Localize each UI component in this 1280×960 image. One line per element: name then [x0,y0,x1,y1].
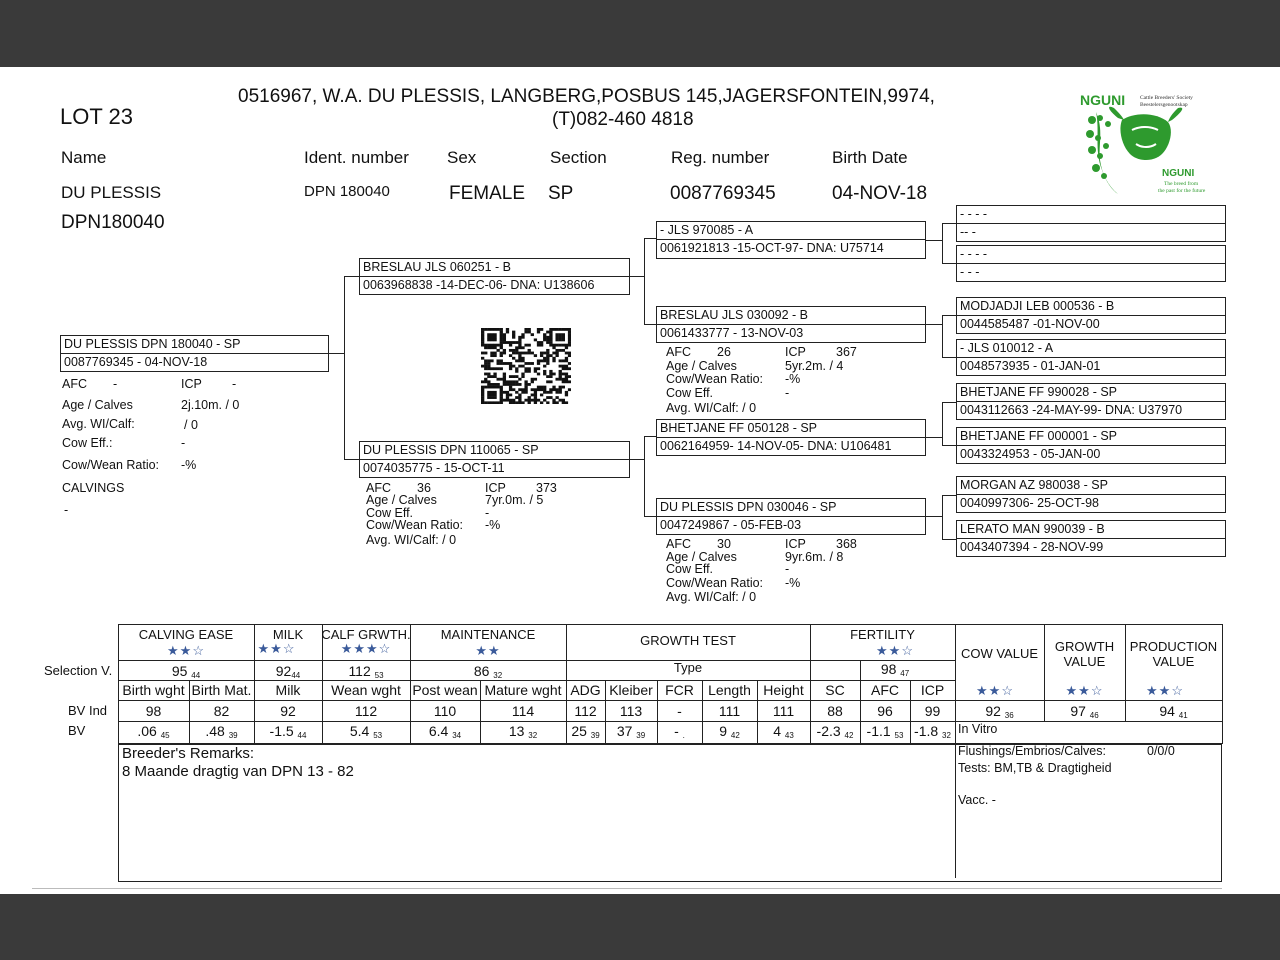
bv-ind-cell-0: 98 [145,703,162,719]
hdr-cow-value: COW VALUE [960,646,1039,661]
stars-calving: ★★☆ [167,643,205,658]
stars-prod-value: ★★☆ [1146,683,1184,698]
bv-cell-12: -1.1 $_{53}$ [866,723,904,740]
ggp-box-1 [956,205,1226,242]
value-sex: FEMALE [449,183,526,204]
col-header-11: SC [825,682,845,698]
animal-cow-label: Cow Eff.: [62,436,113,450]
gp-sd-wean-label: Cow/Wean Ratio: [666,372,764,386]
gp-dd-afc: 30 [717,537,731,551]
ggp-box-5 [956,383,1226,420]
owner-line-1: 0516967, W.A. DU PLESSIS, LANGBERG,POSBUS 145,JAGERSFONTEIN,9974, [238,86,935,107]
bv-cell-7: 37 $_{39}$ [616,723,646,740]
hdr-maintenance: MAINTENANCE [440,627,536,642]
ggp-box-3 [956,297,1226,334]
stars-fertility: ★★☆ [876,643,914,658]
stars-calf: ★★★☆ [340,641,392,656]
hdr-calf-growth: CALF GRWTH. [321,627,411,642]
ggp-box-6 [956,427,1226,464]
gp-sd-line1: BRESLAU JLS 030092 - B [660,308,808,322]
ggp-box-2 [956,245,1226,282]
bv-ind-cell-7: 113 [619,703,643,719]
ggp-2-line2: - - - [960,265,980,279]
vacc-text: Vacc. - [958,793,996,807]
dam-age-label: Age / Calves [366,493,437,507]
stars-milk: ★★☆ [257,641,296,656]
col-header-9: Length [708,682,751,698]
sel-maint: 86 $_{32}$ [473,663,503,680]
ggp-box-8 [956,520,1226,557]
gp-sire-sire-box [656,221,926,259]
dam-wean: -% [485,518,501,532]
label-reg: Reg. number [671,148,770,167]
bv-cell-1: .48 $_{39}$ [205,723,238,740]
gp-sd-age: 5yr.2m. / 4 [785,359,844,373]
stars-maint: ★★ [475,643,501,658]
ggp-8-line1: LERATO MAN 990039 - B [960,522,1105,536]
label-ident: Ident. number [304,148,409,167]
animal-calvings-label: CALVINGS [62,481,125,495]
bottom-bar [0,894,1280,960]
row-label-selection: Selection V. [44,663,113,678]
label-birth: Birth Date [832,148,908,167]
gp-sd-afc: 26 [717,345,731,359]
col-header-7: Kleiber [609,682,653,698]
sel-calf: 112 $_{53}$ [348,663,384,680]
sel-calving: 95 $_{44}$ [171,663,201,680]
ggp-5-line2: 0043112663 -24-MAY-99- DNA: U37970 [960,403,1183,417]
bv-ind-cell-6: 112 [574,703,597,719]
remarks-text: 8 Maande dragtig van DPN 13 - 82 [122,763,354,780]
animal-afc: - [113,377,118,391]
tests-text: Tests: BM,TB & Dragtigheid [958,761,1112,775]
bv-ind-cell-3: 112 [354,703,378,719]
ggp-7-line1: MORGAN AZ 980038 - SP [960,478,1108,492]
hdr-calving-ease: CALVING EASE [138,627,234,642]
dam-afc: 36 [417,481,431,495]
gp-sd-icp-label: ICP [785,345,806,359]
col-header-0: Birth wght [122,682,185,698]
logo-name: NGUNI [1080,92,1126,108]
gp-dam-dam-box [656,498,926,535]
gp-sire-dam-box [656,306,926,343]
animal-wean-label: Cow/Wean Ratio: [62,458,160,472]
logo-badge: NGUNI [1162,168,1195,179]
sire-line2: 0063968838 -14-DEC-06- DNA: U138606 [363,278,595,292]
gp-sd-avg-label: Avg. WI/Calf: / 0 [666,401,757,415]
ggp-7-line2: 0040997306- 25-OCT-98 [960,496,1099,510]
bv-ind-cell-9: 111 [718,703,741,719]
gp-ds-line2: 0062164959- 14-NOV-05- DNA: U106481 [660,439,892,453]
bv-ind-cell-10: 111 [772,703,795,719]
gp-dd-line1: DU PLESSIS DPN 030046 - SP [660,500,837,514]
bv-ind-cell-13: 99 [924,703,941,719]
gp-sd-age-label: Age / Calves [666,359,737,373]
animal-age: 2j.10m. / 0 [181,398,240,412]
logo-tagline-1: The breed from [1164,181,1199,187]
dam-avg-label: Avg. WI/Calf: / 0 [366,533,457,547]
bv-cell-8: - $_.$ [674,723,685,740]
ggp-6-line1: BHETJANE FF 000001 - SP [960,429,1118,443]
val-growth: 97 $_{46}$ [1070,703,1099,720]
bv-cell-2: -1.5 $_{44}$ [269,723,307,740]
gp-sd-cow-label: Cow Eff. [666,386,714,400]
val-cow: 92 $_{36}$ [985,703,1014,720]
bv-cell-13: -1.8 $_{32}$ [914,723,951,740]
ggp-8-line2: 0043407394 - 28-NOV-99 [960,540,1104,554]
hdr-milk: MILK [272,627,304,642]
bv-cell-4: 6.4 $_{34}$ [428,723,462,740]
animal-line2: 0087769345 - 04-NOV-18 [64,355,208,369]
ggp-5-line1: BHETJANE FF 990028 - SP [960,385,1118,399]
ggp-1-line2: -- - [960,225,976,239]
hdr-fertility: FERTILITY [850,627,915,642]
val-prod: 94 $_{41}$ [1159,703,1188,720]
flushings-label: Flushings/Embrios/Calves: [958,744,1106,758]
flushings-value: 0/0/0 [1147,744,1175,758]
gp-dd-icp: 368 [836,537,857,551]
gp-dd-afc-label: AFC [666,537,691,551]
gp-sd-icp: 367 [836,345,857,359]
dam-box [359,441,630,478]
col-header-12: AFC [871,682,899,698]
animal-avg: / 0 [184,418,198,432]
top-bar [0,0,1280,67]
bv-ind-cell-11: 88 [827,703,843,719]
ggp-3-line1: MODJADJI LEB 000536 - B [960,299,1115,313]
dam-age: 7yr.0m. / 5 [485,493,544,507]
dam-wean-label: Cow/Wean Ratio: [366,518,464,532]
dam-line2: 0074035775 - 15-OCT-11 [363,461,505,475]
value-section: SP [548,183,574,204]
ggp-6-line2: 0043324953 - 05-JAN-00 [960,447,1101,461]
animal-avg-label: Avg. WI/Calf: [62,417,135,431]
stars-growth-value: ★★☆ [1065,683,1104,698]
col-header-6: ADG [570,682,601,698]
gp-sd-wean: -% [785,372,801,386]
gp-ss-line1: - JLS 970085 - A [660,223,754,237]
lot-number: LOT 23 [60,104,133,129]
animal-afc-label: AFC [62,377,87,391]
gp-ds-line1: BHETJANE FF 050128 - SP [660,421,818,435]
bv-ind-cell-5: 114 [511,703,535,719]
bv-cell-11: -2.3 $_{42}$ [816,723,854,740]
dam-icp: 373 [536,481,557,495]
qr-code[interactable] [481,328,571,404]
row-label-bv-ind: BV Ind [68,703,108,718]
bv-ind-cell-12: 96 [877,703,893,719]
animal-age-label: Age / Calves [62,398,133,412]
gp-dd-icp-label: ICP [785,537,806,551]
owner-line-2: (T)082-460 4818 [552,109,694,130]
animal-calvings: - [64,503,69,517]
bv-cell-0: .06 $_{45}$ [137,723,170,740]
dam-cow: - [485,506,490,520]
gp-dd-cow-label: Cow Eff. [666,562,714,576]
gp-dd-age-label: Age / Calves [666,550,737,564]
bv-cell-9: 9 $_{42}$ [719,723,740,740]
animal-box [60,335,329,372]
bv-ind-cell-8: - [677,703,682,719]
dam-cow-label: Cow Eff. [366,506,414,520]
hdr-growth-value-2: VALUE [1063,654,1106,669]
dam-icp-label: ICP [485,481,506,495]
label-name: Name [61,148,107,167]
gp-dam-sire-box [656,419,926,456]
logo-society-2: Beestelersgenootskap [1140,102,1188,108]
col-header-3: Wean wght [331,682,401,698]
gp-sd-line2: 0061433777 - 13-NOV-03 [660,326,804,340]
col-header-1: Birth Mat. [191,682,252,698]
value-name-line2: DPN180040 [61,212,165,233]
col-header-2: Milk [275,682,301,698]
gp-dd-line2: 0047249867 - 05-FEB-03 [660,518,802,532]
stars-cow-value: ★★☆ [976,683,1014,698]
sire-box [359,258,630,295]
gp-dd-wean-label: Cow/Wean Ratio: [666,576,764,590]
ggp-box-4 [956,339,1226,376]
hdr-growth-test: GROWTH TEST [640,633,736,648]
bv-cell-10: 4 $_{43}$ [773,723,794,740]
gp-dd-cow: - [785,562,790,576]
bv-ind-cell-1: 82 [213,703,230,719]
col-header-4: Post wean [412,682,478,698]
sel-milk: $92_{44}$ [275,663,301,680]
col-header-5: Mature wght [484,682,562,698]
label-sex: Sex [447,148,477,167]
nguni-logo [1078,90,1212,196]
col-header-8: FCR [665,682,694,698]
logo-society-1: Cattle Breeders' Society [1140,95,1193,101]
nguni-logo-graphic [1078,90,1212,196]
bv-cell-5: 13 $_{32}$ [508,723,538,740]
animal-line1: DU PLESSIS DPN 180040 - SP [64,337,241,351]
row-label-bv: BV [68,723,86,738]
col-header-10: Height [763,682,804,698]
value-birth: 04-NOV-18 [832,183,928,204]
dam-line1: DU PLESSIS DPN 110065 - SP [363,443,539,457]
dam-afc-label: AFC [366,481,391,495]
bv-ind-cell-4: 110 [433,703,457,719]
gp-dd-avg-label: Avg. WI/Calf: / 0 [666,590,757,604]
bv-cell-3: 5.4 $_{53}$ [349,723,383,740]
bv-ind-cell-2: 92 [280,703,296,719]
remarks-label: Breeder's Remarks: [122,745,255,762]
ggp-1-line1: - - - - [960,207,988,221]
ggp-4-line1: - JLS 010012 - A [960,341,1054,355]
gp-ss-line2: 0061921813 -15-OCT-97- DNA: U75714 [660,241,884,255]
ggp-4-line2: 0048573935 - 01-JAN-01 [960,359,1101,373]
value-name: DU PLESSIS [61,183,162,202]
animal-wean: -% [181,458,197,472]
col-header-13: ICP [920,682,945,698]
animal-cow: - [181,436,186,450]
ggp-box-7 [956,476,1226,513]
animal-icp-label: ICP [181,377,202,391]
logo-tagline-2: the past for the future [1158,188,1206,194]
value-ident: DPN 180040 [304,183,390,200]
value-reg: 0087769345 [670,183,776,204]
label-section: Section [550,148,607,167]
gp-dd-age: 9yr.6m. / 8 [785,550,844,564]
sire-line1: BRESLAU JLS 060251 - B [363,260,511,274]
gp-dd-wean: -% [785,576,801,590]
sel-fert: 98 $_{47}$ [880,661,910,678]
hdr-growth-value-1: GROWTH [1054,639,1115,654]
ggp-3-line2: 0044585487 -01-NOV-00 [960,317,1100,331]
gp-sd-afc-label: AFC [666,345,691,359]
hdr-type: Type [673,660,703,675]
bv-cell-6: 25 $_{39}$ [571,723,600,740]
hdr-prod-value-1: PRODUCTION [1129,639,1218,654]
ggp-2-line1: - - - - [960,247,988,261]
animal-icp: - [232,377,237,391]
gp-sd-cow: - [785,386,790,400]
in-vitro-label: In Vitro [958,722,998,736]
hdr-prod-value-2: VALUE [1152,654,1195,669]
